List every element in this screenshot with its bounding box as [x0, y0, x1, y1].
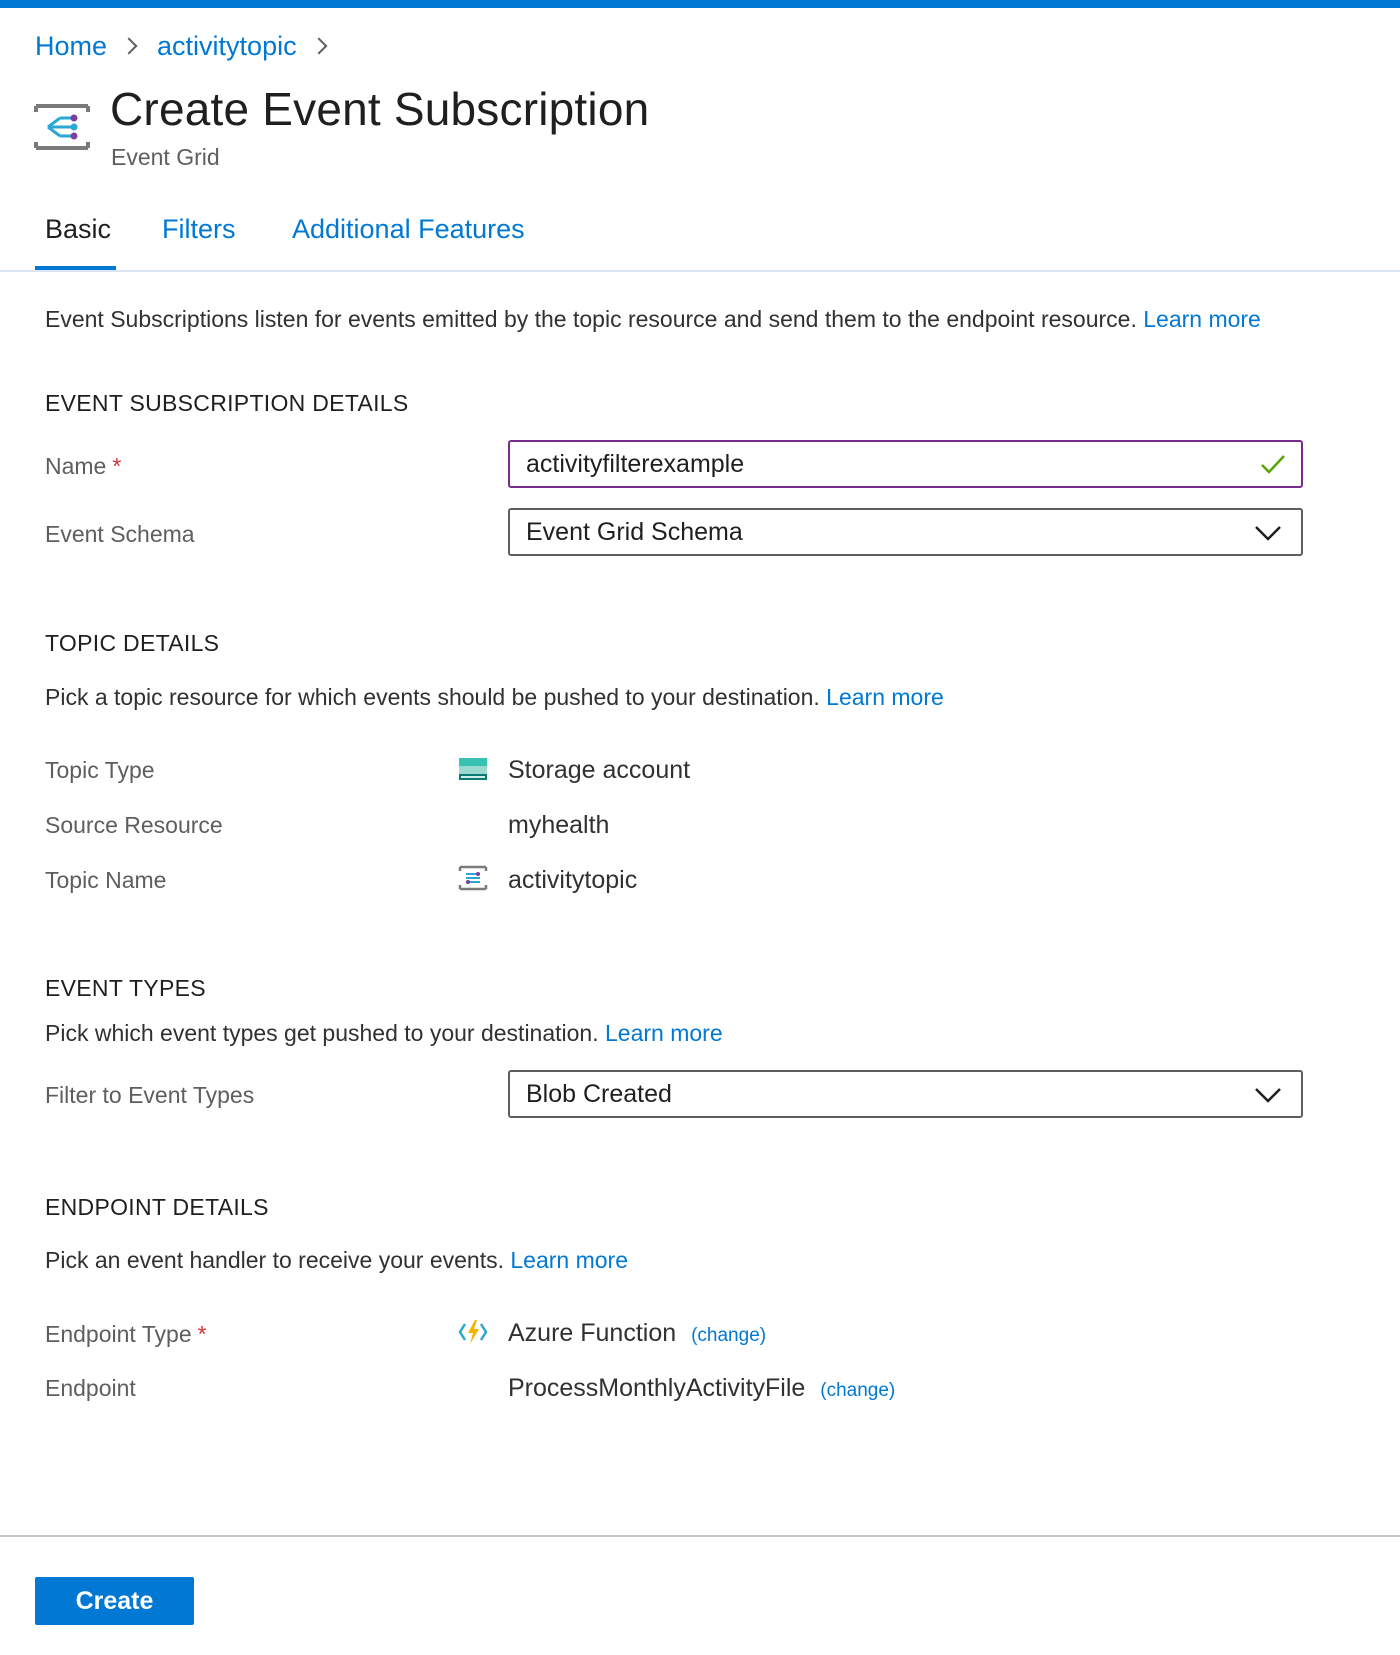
name-input[interactable]	[508, 440, 1303, 488]
learn-more-link[interactable]: Learn more	[510, 1247, 628, 1273]
event-types-dropdown[interactable]	[508, 1070, 1303, 1118]
name-label-text: Name	[45, 453, 107, 479]
tab-bar	[0, 200, 1400, 272]
filter-event-types-label: Filter to Event Types	[45, 1082, 255, 1108]
breadcrumb	[35, 28, 347, 64]
endpoint-label: Endpoint	[45, 1375, 136, 1401]
endpoint-description-text: Pick an event handler to receive your events.	[45, 1247, 504, 1273]
top-accent-bar	[0, 0, 1400, 8]
topic-type-value: Storage account	[508, 756, 691, 784]
learn-more-link[interactable]: Learn more	[826, 684, 944, 710]
endpoint-type-value	[508, 1319, 766, 1348]
tab-filters[interactable]: Filters	[162, 214, 236, 244]
page-title: Create Event Subscription	[110, 83, 650, 135]
change-endpoint-type-link[interactable]: (change)	[691, 1325, 767, 1346]
intro-description: Event Subscriptions listen for events emitted by the topic resource and send them to the endpoint resource.	[45, 306, 1137, 332]
chevron-right-icon	[310, 38, 327, 55]
breadcrumb-activitytopic[interactable]: activitytopic	[157, 30, 297, 61]
topic-name-value: activitytopic	[508, 866, 638, 894]
chevron-down-icon	[1253, 1082, 1283, 1106]
event-types-value: Blob Created	[526, 1079, 672, 1108]
chevron-down-icon	[1253, 520, 1283, 544]
section-heading-topic-details: TOPIC DETAILS	[45, 630, 220, 656]
event-schema-label: Event Schema	[45, 521, 195, 547]
change-endpoint-link[interactable]: (change)	[820, 1380, 896, 1401]
event-types-description-text: Pick which event types get pushed to your destination.	[45, 1020, 599, 1046]
storage-account-icon	[458, 756, 488, 784]
chevron-right-icon	[121, 38, 138, 55]
name-label	[45, 453, 121, 480]
endpoint-type-label	[45, 1321, 207, 1348]
event-schema-value: Event Grid Schema	[526, 517, 743, 546]
create-button[interactable]: Create	[35, 1577, 194, 1625]
required-marker: *	[197, 1321, 207, 1347]
source-resource-value: myhealth	[508, 811, 610, 839]
name-input-value: activityfilterexample	[526, 449, 745, 478]
tab-basic[interactable]: Basic	[45, 214, 112, 244]
endpoint-type-text: Azure Function	[508, 1319, 677, 1347]
required-marker: *	[112, 453, 122, 479]
event-types-description	[45, 1020, 723, 1047]
topic-description-text: Pick a topic resource for which events should be pushed to your destination.	[45, 684, 820, 710]
intro-text	[45, 306, 1261, 333]
section-heading-subscription-details: EVENT SUBSCRIPTION DETAILS	[45, 390, 409, 416]
active-tab-indicator	[35, 266, 116, 270]
page-subtitle: Event Grid	[111, 144, 220, 170]
section-heading-event-types: EVENT TYPES	[45, 975, 206, 1001]
endpoint-value	[508, 1374, 895, 1403]
endpoint-text: ProcessMonthlyActivityFile	[508, 1374, 806, 1402]
learn-more-link[interactable]: Learn more	[605, 1020, 723, 1046]
endpoint-type-label-text: Endpoint Type	[45, 1321, 192, 1347]
section-heading-endpoint-details: ENDPOINT DETAILS	[45, 1194, 269, 1220]
topic-description	[45, 684, 944, 711]
breadcrumb-home[interactable]: Home	[35, 30, 108, 61]
topic-name-label: Topic Name	[45, 867, 167, 893]
tab-additional-features[interactable]: Additional Features	[292, 214, 525, 244]
source-resource-label: Source Resource	[45, 812, 223, 838]
checkmark-icon	[1259, 452, 1287, 476]
topic-type-label: Topic Type	[45, 757, 155, 783]
endpoint-description	[45, 1247, 628, 1274]
event-grid-icon	[34, 102, 90, 152]
learn-more-link[interactable]: Learn more	[1143, 306, 1261, 332]
event-topic-icon	[458, 864, 488, 892]
footer-divider	[0, 1535, 1400, 1537]
event-schema-dropdown[interactable]	[508, 508, 1303, 556]
azure-function-icon	[458, 1318, 488, 1346]
